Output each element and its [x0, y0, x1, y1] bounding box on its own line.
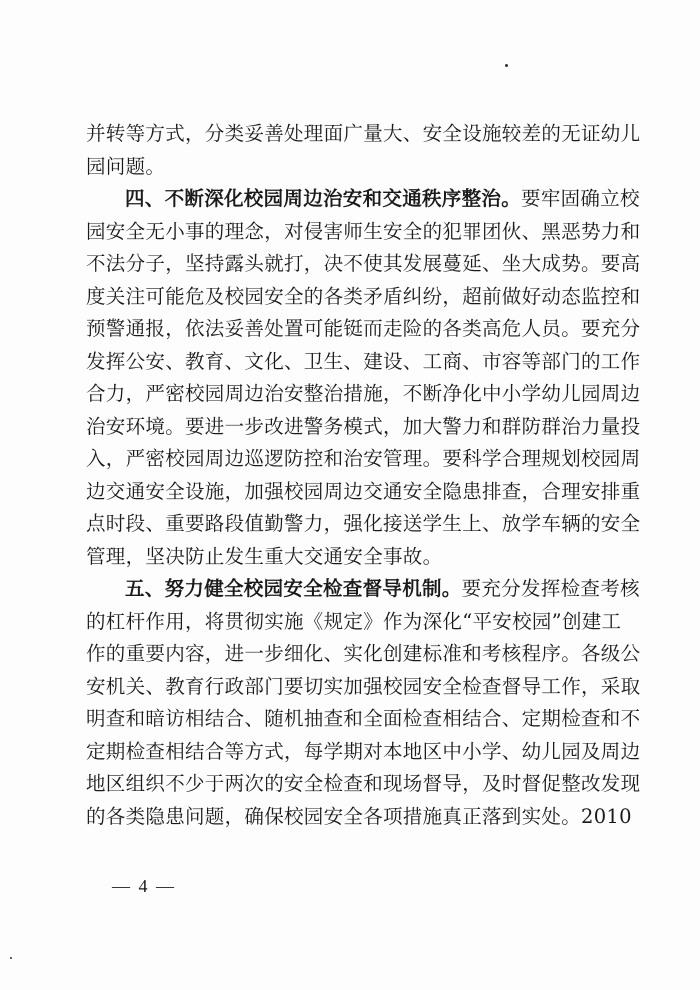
text-line: 预警通报，依法妥善处置可能铤而走险的各类高危人员。要充分 [86, 317, 641, 340]
text-line: 作的重要内容，进一步细化、实化创建标准和考核程序。各级公 [86, 642, 641, 665]
text-line: 地区组织不少于两次的安全检查和现场督导，及时督促整改发现 [86, 772, 641, 795]
text-line: 定期检查相结合等方式，每学期对本地区中小学、幼儿园及周边 [86, 739, 641, 763]
text-line: 园安全无小事的理念，对侵害师生安全的犯罪团伙、黑恶势力和 [86, 219, 641, 243]
text-line: 点时段、重要路段值勤警力，强化接送学生上、放学车辆的安全 [86, 512, 641, 535]
text-line: 明查和暗访相结合、随机抽查和全面检查相结合、定期检查和不 [86, 707, 641, 730]
text-line: 安机关、教育行政部门要切实加强校园安全检查督导工作，采取 [86, 674, 641, 698]
text-line: 的各类隐患问题，确保校园安全各项措施真正落到实处。2010 [86, 804, 632, 828]
scan-speck [505, 64, 508, 67]
text-line: 园问题。 [86, 154, 166, 178]
text-run: 要牢固确立校 [521, 187, 640, 210]
text-line: 管理，坚决防止发生重大交通安全事故。 [86, 544, 443, 568]
section-heading: 五、努力健全校园安全检查督导机制。 [125, 577, 462, 600]
section-four-heading-line [86, 183, 640, 216]
scan-speck [10, 957, 12, 959]
text-line: 发挥公安、教育、文化、卫生、建设、工商、市容等部门的工作 [86, 349, 641, 373]
text-run: 要充分发挥检查考核 [461, 577, 640, 600]
text-line: 边交通安全设施，加强校园周边交通安全隐患排查，合理安排重 [86, 479, 641, 503]
section-five-heading-line [86, 573, 640, 606]
text-line: 合力，严密校园周边治安整治措施，不断净化中小学幼儿园周边 [86, 382, 641, 405]
text-line: 入，严密校园周边巡逻防控和治安管理。要科学合理规划校园周 [86, 447, 641, 470]
body-text [86, 118, 641, 833]
text-line: 治安环境。要进一步改进警务模式，加大警力和群防群治力量投 [86, 414, 641, 438]
text-line: 度关注可能危及校园安全的各类矛盾纠纷，超前做好动态监控和 [86, 284, 641, 308]
text-line: 并转等方式，分类妥善处理面广量大、安全设施较差的无证幼儿 [86, 122, 641, 145]
text-line: 的杠杆作用，将贯彻实施《规定》作为深化“平安校园”创建工 [86, 609, 622, 633]
section-heading: 四、不断深化校园周边治安和交通秩序整治。 [125, 187, 522, 210]
page-number: — 4 — [112, 876, 176, 896]
text-line: 不法分子，坚持露头就打，决不使其发展蔓延、坐大成势。要高 [86, 252, 641, 275]
